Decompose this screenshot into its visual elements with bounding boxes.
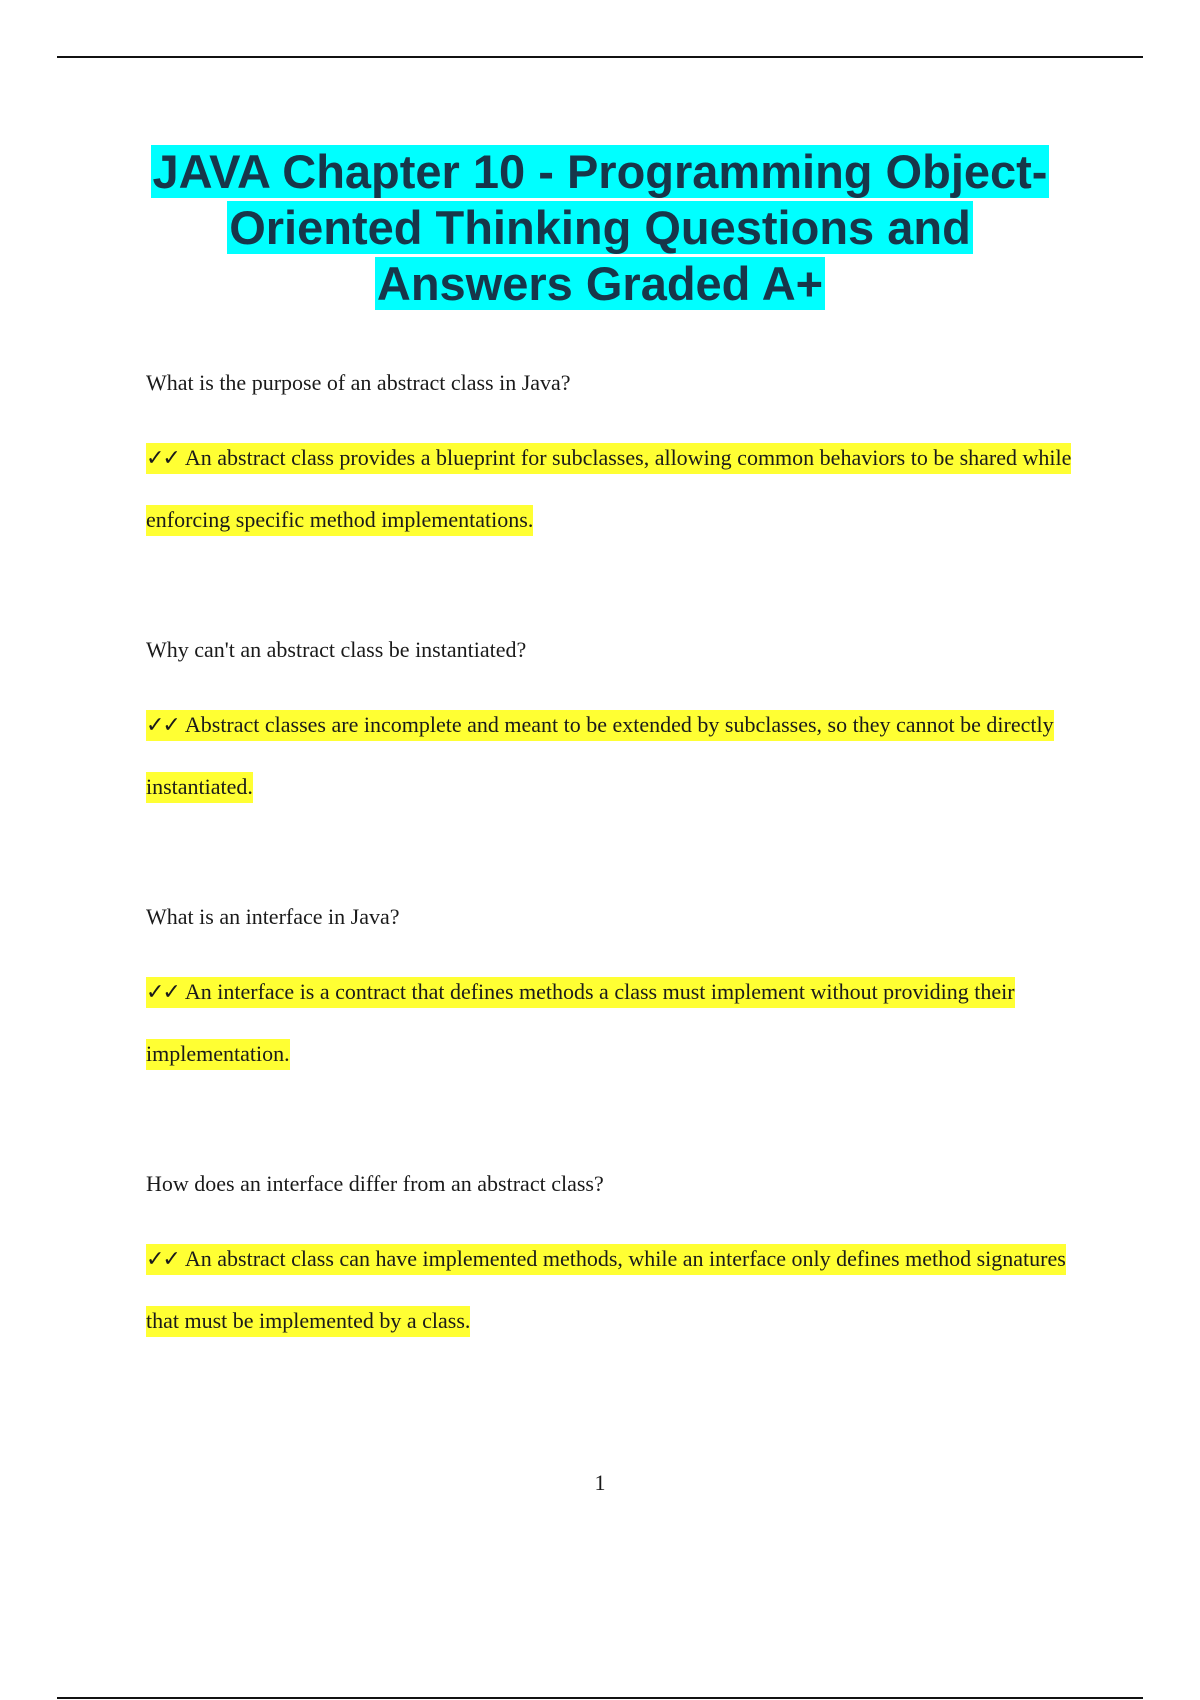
answer-highlight xyxy=(146,1244,1066,1337)
qa-item xyxy=(146,363,1076,550)
answer-body: An abstract class can have implemented methods, while an interface only defines method signatures that must be implemented by a class. xyxy=(146,1246,1066,1333)
title-line-3: Answers Graded A+ xyxy=(376,257,824,310)
question-text: How does an interface differ from an abstract class? xyxy=(146,1171,604,1196)
qa-item xyxy=(146,1164,1076,1351)
answer-text xyxy=(146,427,1076,550)
answer-highlight xyxy=(146,710,1054,803)
bottom-rule xyxy=(57,1697,1143,1699)
top-rule xyxy=(57,56,1143,58)
answer-body: An interface is a contract that defines methods a class must implement without providing their implementation. xyxy=(146,979,1015,1066)
question-text: What is an interface in Java? xyxy=(146,904,400,929)
double-check-icon: ✓✓ xyxy=(146,1247,179,1272)
qa-item xyxy=(146,897,1076,1084)
double-check-icon: ✓✓ xyxy=(146,446,179,471)
answer-text xyxy=(146,1228,1076,1351)
question-text: What is the purpose of an abstract class in Java? xyxy=(146,370,571,395)
page-number: 1 xyxy=(594,1470,606,1495)
answer-body: An abstract class provides a blueprint for subclasses, allowing common behaviors to be shared while enforcing specific method implementations. xyxy=(146,445,1072,532)
answer-highlight xyxy=(146,977,1015,1070)
title-line-2: Oriented Thinking Questions and xyxy=(229,201,971,254)
answer-highlight xyxy=(146,443,1071,536)
qa-item xyxy=(146,630,1076,817)
answer-text xyxy=(146,961,1076,1084)
question-text: Why can't an abstract class be instantiated? xyxy=(146,637,527,662)
title-line-1: JAVA Chapter 10 - Programming Object- xyxy=(152,145,1048,198)
qa-list xyxy=(146,363,1076,1431)
double-check-icon: ✓✓ xyxy=(146,713,179,738)
answer-text xyxy=(146,694,1076,817)
answer-body: Abstract classes are incomplete and meant to be extended by subclasses, so they cannot be directly instantiated. xyxy=(146,712,1054,799)
document-title xyxy=(60,144,1140,312)
double-check-icon: ✓✓ xyxy=(146,980,179,1005)
